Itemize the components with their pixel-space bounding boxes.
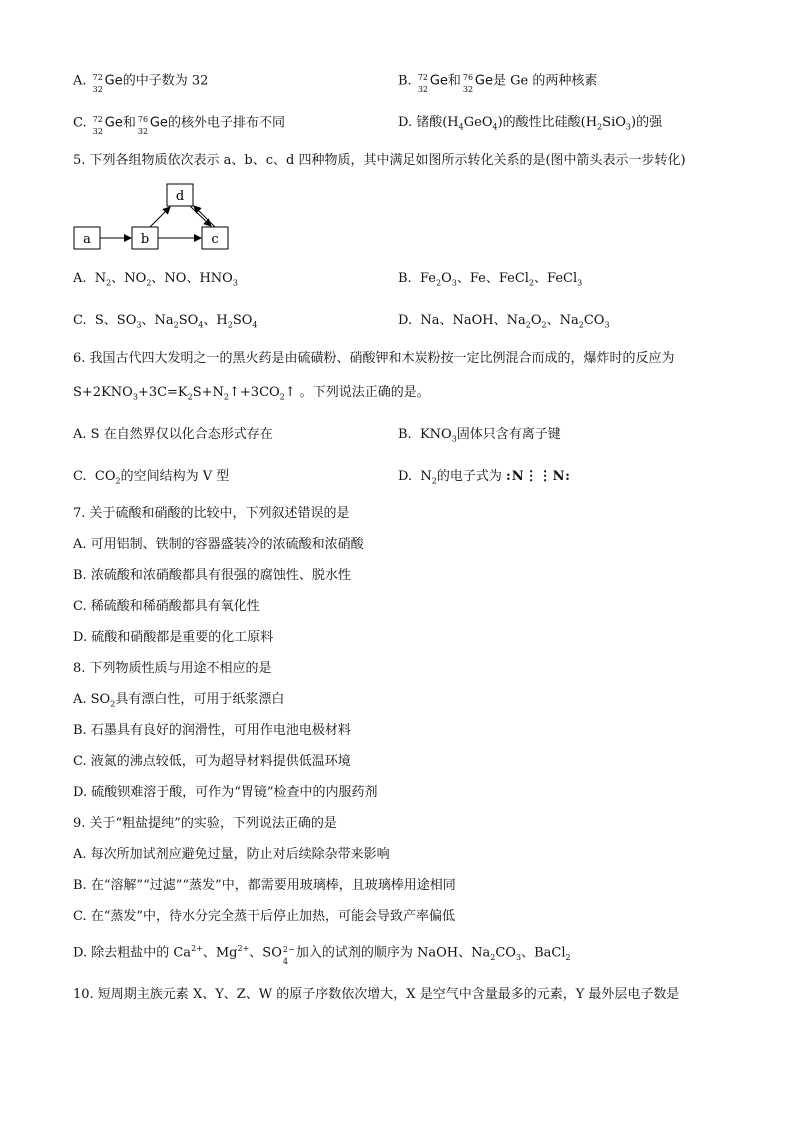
q9-option-a: A. 每次所加试剂应避免过量，防止对后续除杂带来影响 (73, 847, 390, 862)
q6-stem: 6. 我国古代四大发明之一的黑火药是由硫磺粉、硝酸钾和木炭粉按一定比例混合而成的，爆炸时的反应为 (73, 351, 675, 366)
q6-option-a: A. S 在自然界仅以化合态形式存在 (73, 427, 273, 442)
q8-option-d: D. 硫酸钡难溶于酸，可作为“胃镜”检查中的内服药剂 (73, 785, 378, 800)
q5-option-b: B. $Fe_2O_3$、Fe、FeCl$_2$、FeCl$_3$ (398, 271, 583, 288)
q4-option-d: D. 锗酸$(H_4GeO_4)$的酸性比硅酸$(H_2SiO_3)$的强 (398, 115, 663, 132)
q5-option-c: C. S、$SO_3$、$Na_2SO_4$、$H_2SO_4$ (73, 313, 258, 330)
arrow-d-c (190, 206, 211, 226)
arrow-c-d (194, 206, 215, 227)
q7-option-b: B. 浓硫酸和浓硝酸都具有很强的腐蚀性、脱水性 (73, 568, 351, 583)
q8-option-c: C. 液氮的沸点较低，可为超导材料提供低温环境 (73, 754, 351, 769)
q8-stem: 8. 下列物质性质与用途不相应的是 (73, 661, 272, 676)
q4-option-c: C. 72 32 Ge和 76 32 Ge的核外电子排布不同 (73, 115, 285, 136)
node-a-label: a (83, 232, 91, 247)
q9-option-b: B. 在“溶解”“过滤”“蒸发”中，都需要用玻璃棒，且玻璃棒用途相同 (73, 878, 456, 893)
node-d-label: d (175, 189, 185, 204)
q6-option-b: B. $KNO_3$固体只含有离子键 (398, 427, 561, 444)
q5-conversion-diagram (70, 178, 270, 258)
q9-option-c: C. 在“蒸发”中，待水分完全蒸干后停止加热，可能会导致产率偏低 (73, 909, 456, 924)
q5-option-a: A. $N_2$、$NO_2$、NO、$HNO_3$ (73, 271, 238, 288)
q7-stem: 7. 关于硫酸和硝酸的比较中，下列叙述错误的是 (73, 506, 350, 521)
q4-option-a: A. 72 32 Ge的中子数为 32 (73, 73, 209, 94)
q7-option-a: A. 可用铝制、铁制的容器盛装冷的浓硫酸和浓硝酸 (73, 537, 364, 552)
q9-option-d: D. 除去粗盐中的 $Ca^{2+}$、$Mg^{2+}$、SO 2− 4 加入的试剂的顺序为 NaOH、$Na_2CO_3$、BaCl$_2$ (73, 944, 571, 966)
isotope-ge72: 72 32 (92, 73, 103, 94)
q6-option-d: D. $N_2$的电子式为 :N⋮⋮N: (398, 469, 571, 486)
node-b-label: b (140, 232, 150, 247)
q9-stem: 9. 关于“粗盐提纯”的实验，下列说法正确的是 (73, 816, 337, 831)
q7-option-d: D. 硫酸和硝酸都是重要的化工原料 (73, 630, 274, 645)
q6-equation: $S+2KNO_3+3C=K_2S+N_2↑+3CO_2↑$ 。下列说法正确的是。 (73, 385, 430, 402)
q6-option-c: C. $CO_2$的空间结构为 V 型 (73, 469, 230, 486)
q7-option-c: C. 稀硫酸和稀硝酸都具有氧化性 (73, 599, 260, 614)
arrow-b-d (150, 207, 170, 227)
q5-stem: 5. 下列各组物质依次表示 a、b、c、d 四种物质，其中满足如图所示转化关系的是(图中箭头表示一步转化) (73, 153, 686, 168)
q10-stem: 10. 短周期主族元素 X、Y、Z、W 的原子序数依次增大，X 是空气中含量最多的元素，Y 最外层电子数是 (73, 987, 680, 1002)
n2-electron-formula: :N⋮⋮N: (505, 469, 571, 484)
q8-option-a: A. $SO_2$具有漂白性，可用于纸浆漂白 (73, 692, 285, 709)
q8-option-b: B. 石墨具有良好的润滑性，可用作电池电极材料 (73, 723, 351, 738)
node-c-label: c (211, 232, 219, 247)
q4-option-b: B. 72 32 Ge和 76 32 Ge是 Ge 的两种核素 (398, 73, 598, 94)
q5-option-d: D. Na、NaOH、$Na_2O_2$、$Na_2CO_3$ (398, 313, 610, 330)
